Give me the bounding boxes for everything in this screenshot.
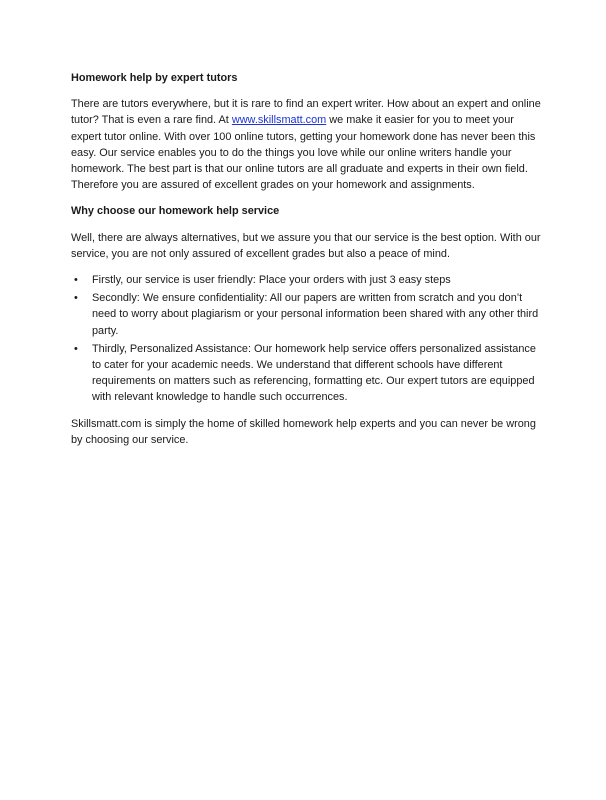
bullet-icon: • (74, 292, 78, 305)
list-item-text: Secondly: We ensure confidentiality: All our papers are written from scratch and you don’t need to worry about plagiarism or your personal information been shared with any other third party. (92, 292, 539, 337)
list-item-text: Firstly, our service is user friendly: Place your orders with just 3 easy steps (92, 274, 451, 287)
skillsmatt-link[interactable]: www.skillsmatt.com (231, 114, 327, 127)
document-body (71, 70, 541, 458)
section-heading-why-choose: Why choose our homework help service (71, 205, 280, 218)
list-item (71, 341, 541, 406)
closing-paragraph: Skillsmatt.com is simply the home of skilled homework help experts and you can never be wrong by choosing our service. (71, 417, 536, 446)
list-item-text: Thirdly, Personalized Assistance: Our homework help service offers personalized assistance to cater for your academic needs. We understand that different schools have different requirements on matters such as referencing, formatting etc. Our expert tutors are equipped with relevant knowledge to handle such occurrences. (92, 342, 536, 404)
benefits-list (71, 272, 541, 406)
bullet-icon: • (74, 342, 78, 355)
list-item (71, 272, 541, 288)
list-item (71, 290, 541, 339)
section-heading-homework-help: Homework help by expert tutors (71, 72, 238, 84)
intro-paragraph (71, 96, 541, 193)
why-choose-paragraph: Well, there are always alternatives, but we assure you that our service is the best option. With our service, you are not only assured of excellent grades but also a peace of mind. (71, 231, 541, 260)
intro-text-before-link: There are tutors everywhere, but it is rare to find an expert writer. How about an expert and online tutor? That is even a rare find. At (71, 98, 541, 127)
intro-text-after-link: we make it easier for you to meet your expert tutor online. With over 100 online tutors, getting your homework done has never been this easy. Our service enables you to do the things you love while our online writers handle your homework. The best part is that our online tutors are all graduate and experts in their own field. Therefore you are assured of excellent grades on your homework and assignments. (71, 114, 536, 192)
bullet-icon: • (74, 274, 78, 287)
